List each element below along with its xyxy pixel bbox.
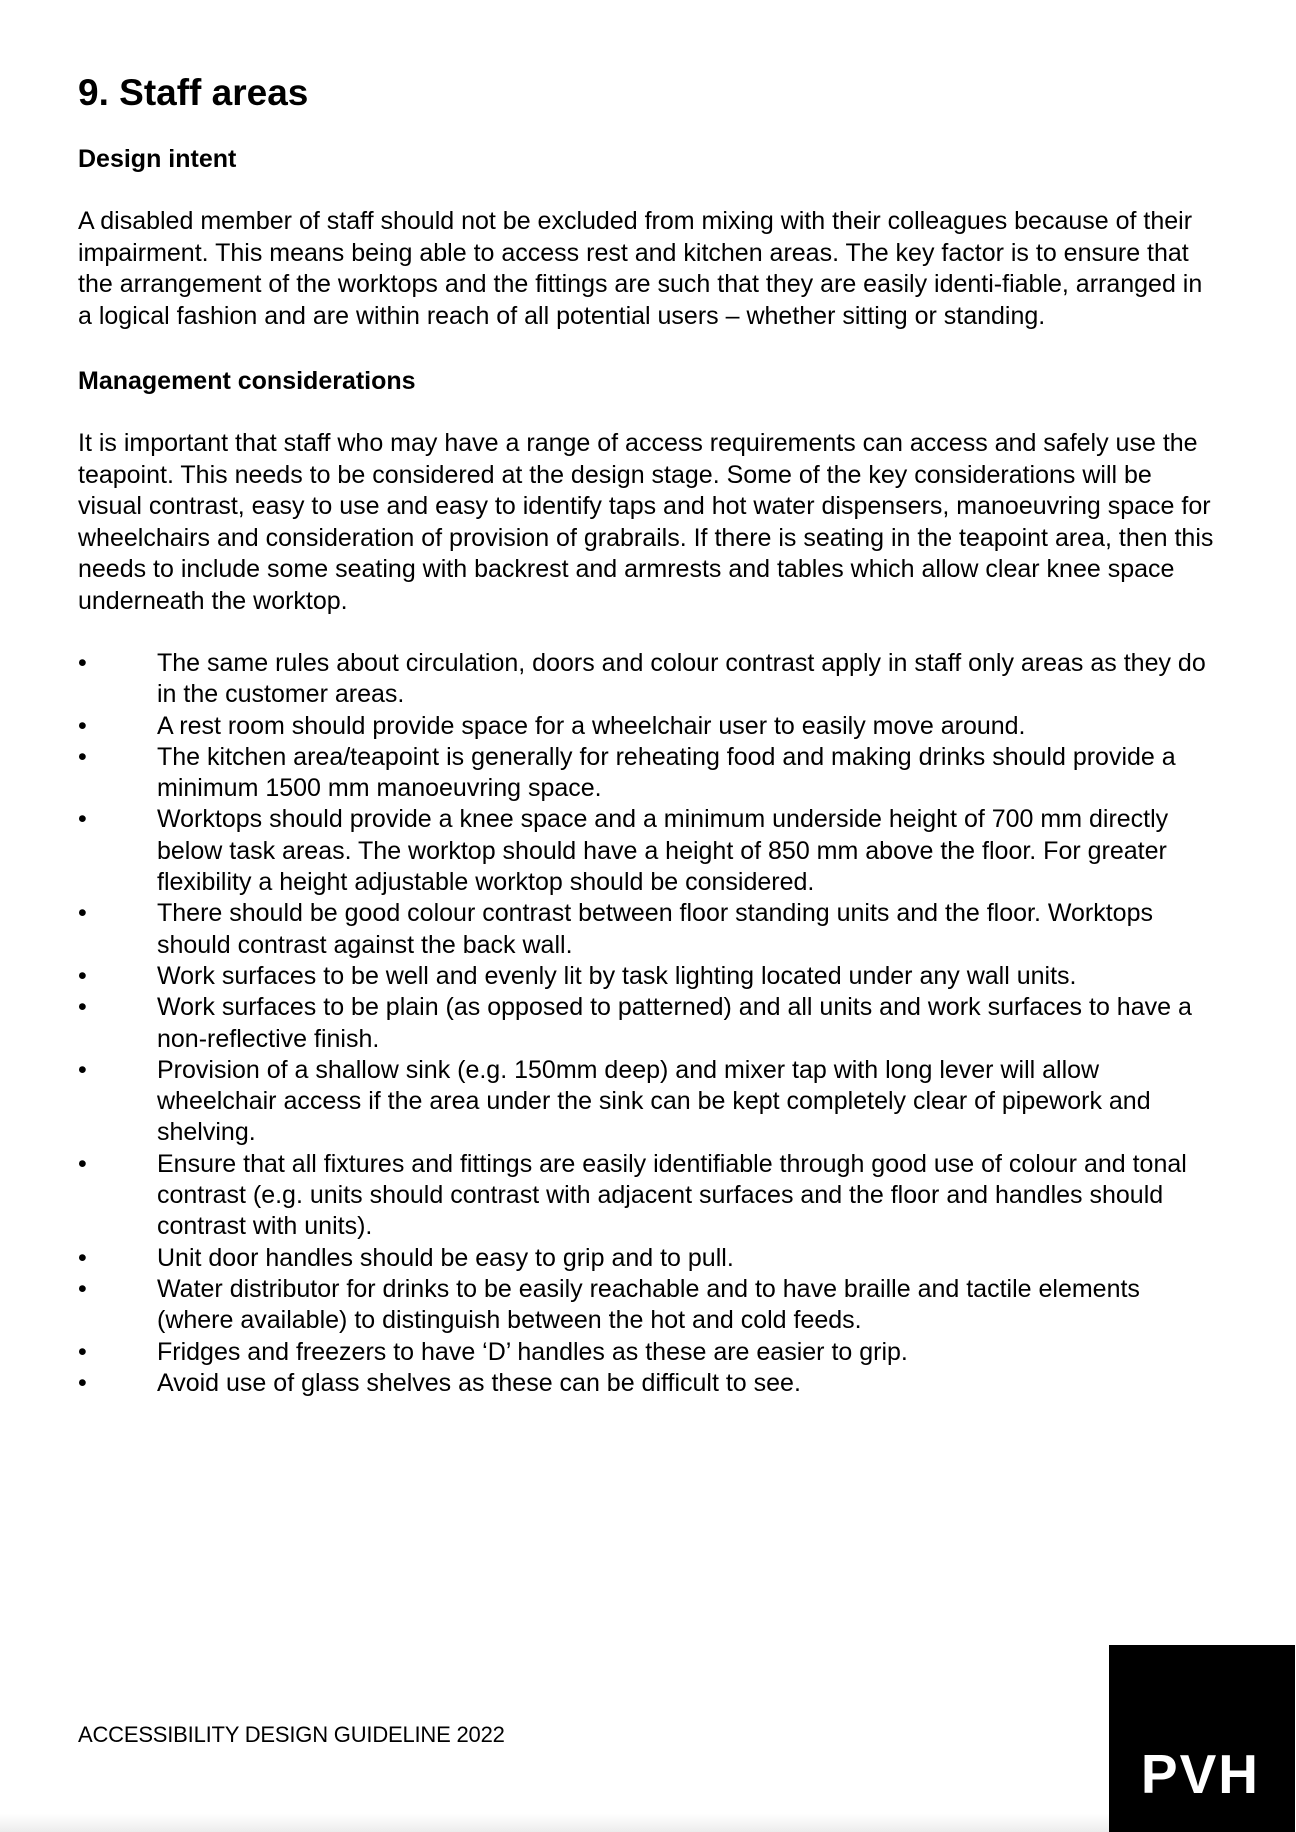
bullet-icon: • [78,1337,87,1366]
list-item-text: The kitchen area/teapoint is generally for reheating food and making drinks should provide a minimum 1500 mm manoeuvring space. [157,742,1176,803]
bullet-icon: • [78,1149,87,1178]
document-page [78,70,1218,1399]
list-item [78,804,1218,898]
bullet-icon: • [78,961,87,990]
management-considerations-heading: Management considerations [78,367,416,395]
list-item [78,992,1218,1055]
bullet-icon: • [78,1055,87,1084]
list-item [78,1274,1218,1337]
list-item-text: Ensure that all fixtures and fittings are easily identifiable through good use of colour and tonal contrast (e.g. units should contrast with adjacent surfaces and the floor and handles should contrast with units). [157,1149,1187,1241]
list-item [78,1337,1218,1368]
bullet-icon: • [78,899,87,928]
list-item-text: Work surfaces to be well and evenly lit by task lighting located under any wall units. [157,961,1077,990]
list-item [78,1149,1218,1243]
pvh-logo [1109,1645,1295,1832]
list-item [78,1368,1218,1399]
list-item [78,711,1218,742]
bullet-icon: • [78,1368,87,1397]
page-bottom-shadow [0,1814,1109,1832]
design-intent-paragraph: A disabled member of staff should not be excluded from mixing with their colleagues because of their impairment. This means being able to access rest and kitchen areas. The key factor is to ensure that the arrangement of the worktops and the fittings are such that they are easily identi-fiable, arranged in a logical fashion and are within reach of all potential users – whether sitting or standing. [78,207,1203,330]
bullet-icon: • [78,805,87,834]
design-intent-heading: Design intent [78,145,237,173]
list-item [78,1243,1218,1274]
list-item-text: Avoid use of glass shelves as these can be difficult to see. [157,1368,801,1397]
list-item-text: A rest room should provide space for a wheelchair user to easily move around. [157,711,1026,740]
footer-document-title: ACCESSIBILITY DESIGN GUIDELINE 2022 [78,1722,505,1747]
bullet-icon: • [78,1243,87,1272]
list-item-text: Provision of a shallow sink (e.g. 150mm deep) and mixer tap with long lever will allow wheelchair access if the area under the sink can be kept completely clear of pipework and shelving. [157,1055,1151,1147]
bullet-icon: • [78,1274,87,1303]
considerations-bullet-list [78,648,1218,1399]
list-item-text: Fridges and freezers to have ‘D’ handles as these are easier to grip. [157,1337,908,1366]
list-item-text: Work surfaces to be plain (as opposed to patterned) and all units and work surfaces to have a non-reflective finish. [157,993,1192,1053]
list-item-text: Unit door handles should be easy to grip and to pull. [157,1243,734,1272]
list-item [78,898,1218,961]
page-title: 9. Staff areas [78,72,309,113]
pvh-logo-text: PVH [1140,1743,1260,1805]
list-item-text: The same rules about circulation, doors and colour contrast apply in staff only areas as they do in the customer areas. [157,649,1206,709]
list-item-text: There should be good colour contrast between floor standing units and the floor. Worktops should contrast against the back wall. [157,899,1153,959]
list-item [78,648,1218,711]
management-considerations-paragraph: It is important that staff who may have a range of access requirements can access and safely use the teapoint. This needs to be considered at the design stage. Some of the key considerations will be visual contrast, easy to use and easy to identify taps and hot water dispensers, manoeuvring space for wheelchairs and consideration of provision of grabrails. If there is seating in the teapoint area, then this needs to include some seating with backrest and armrests and tables which allow clear knee space underneath the worktop. [78,429,1214,615]
list-item [78,1055,1218,1149]
list-item-text: Worktops should provide a knee space and a minimum underside height of 700 mm directly below task areas. The worktop should have a height of 850 mm above the floor. For greater flexibility a height adjustable worktop should be considered. [157,805,1169,897]
list-item [78,742,1218,805]
bullet-icon: • [78,711,87,740]
list-item [78,961,1218,992]
bullet-icon: • [78,649,87,677]
bullet-icon: • [78,993,87,1022]
bullet-icon: • [78,742,87,771]
list-item-text: Water distributor for drinks to be easily reachable and to have braille and tactile elements (where available) to distinguish between the hot and cold feeds. [157,1274,1140,1335]
